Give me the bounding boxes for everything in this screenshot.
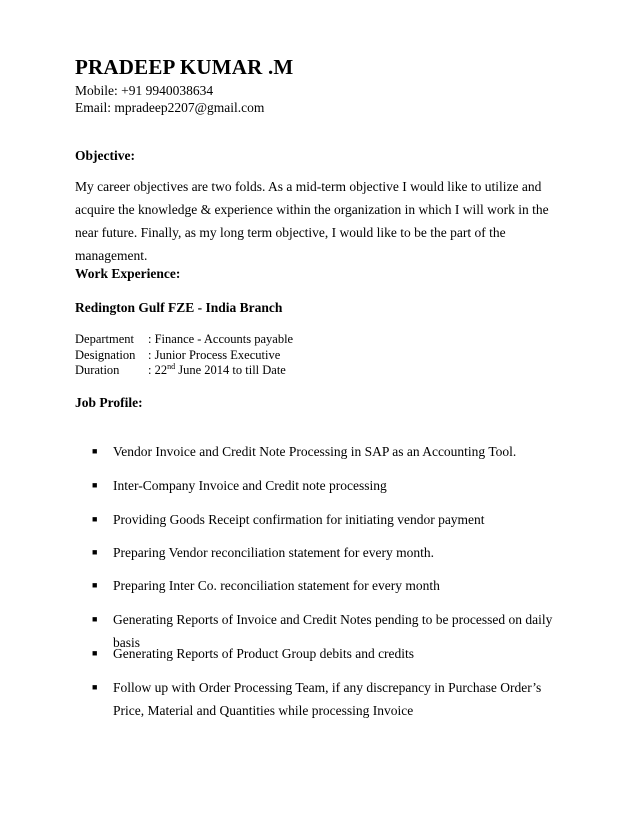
detail-label: Designation	[75, 347, 136, 362]
bullet-icon: ■	[92, 682, 98, 692]
bullet-icon: ■	[92, 514, 98, 524]
detail-value	[148, 363, 286, 379]
list-item	[92, 508, 558, 531]
detail-row-designation	[75, 348, 293, 364]
company-name: Redington Gulf FZE - India Branch	[75, 300, 283, 315]
objective-text: My career objectives are two folds. As a mid-term objective I would like to utilize and acquire the knowledge & experience within the organization in which I will work in the near future. Finally, as my long term objective, I would like to be the part of the management.	[75, 179, 549, 263]
mobile-number: Mobile: +91 9940038634	[75, 83, 214, 98]
duration-suffix: June 2014 to till Date	[175, 363, 286, 377]
objective-heading: Objective:	[75, 148, 135, 163]
list-item	[92, 440, 558, 463]
list-item-text: Follow up with Order Processing Team, if any discrepancy in Purchase Order’s Price, Material and Quantities while processing Invoice	[113, 680, 542, 718]
candidate-name: PRADEEP KUMAR .M	[75, 55, 294, 79]
list-item	[92, 574, 558, 597]
list-item-text: Preparing Inter Co. reconciliation statement for every month	[113, 578, 440, 593]
list-item	[92, 541, 558, 564]
list-item-text: Inter-Company Invoice and Credit note processing	[113, 478, 387, 493]
detail-row-duration	[75, 363, 293, 379]
detail-row-department	[75, 332, 293, 348]
list-item-text: Vendor Invoice and Credit Note Processing in SAP as an Accounting Tool.	[113, 444, 517, 459]
list-item	[92, 642, 558, 665]
list-item-text: Providing Goods Receipt confirmation for initiating vendor payment	[113, 512, 485, 527]
detail-label: Department	[75, 332, 135, 346]
list-item	[92, 474, 558, 497]
work-experience-heading: Work Experience:	[75, 266, 181, 281]
detail-label: Duration	[75, 363, 120, 377]
list-item-text: Generating Reports of Invoice and Credit Notes pending to be processed on daily basis	[113, 612, 553, 650]
job-details	[75, 332, 293, 379]
bullet-icon: ■	[92, 547, 98, 557]
bullet-icon: ■	[92, 580, 98, 590]
detail-value: : Finance - Accounts payable	[148, 332, 294, 346]
job-profile-heading: Job Profile:	[75, 395, 143, 410]
list-item	[92, 676, 558, 722]
duration-ordinal: nd	[167, 361, 176, 371]
detail-value: : Junior Process Executive	[148, 347, 281, 362]
bullet-icon: ■	[92, 614, 98, 624]
bullet-icon: ■	[92, 648, 98, 658]
bullet-icon: ■	[92, 480, 98, 490]
duration-prefix: : 22	[148, 363, 168, 377]
email-address: Email: mpradeep2207@gmail.com	[75, 100, 265, 115]
list-item-text: Preparing Vendor reconciliation statement for every month.	[113, 545, 435, 560]
bullet-icon: ■	[92, 446, 98, 456]
list-item-text: Generating Reports of Product Group debits and credits	[113, 646, 415, 661]
